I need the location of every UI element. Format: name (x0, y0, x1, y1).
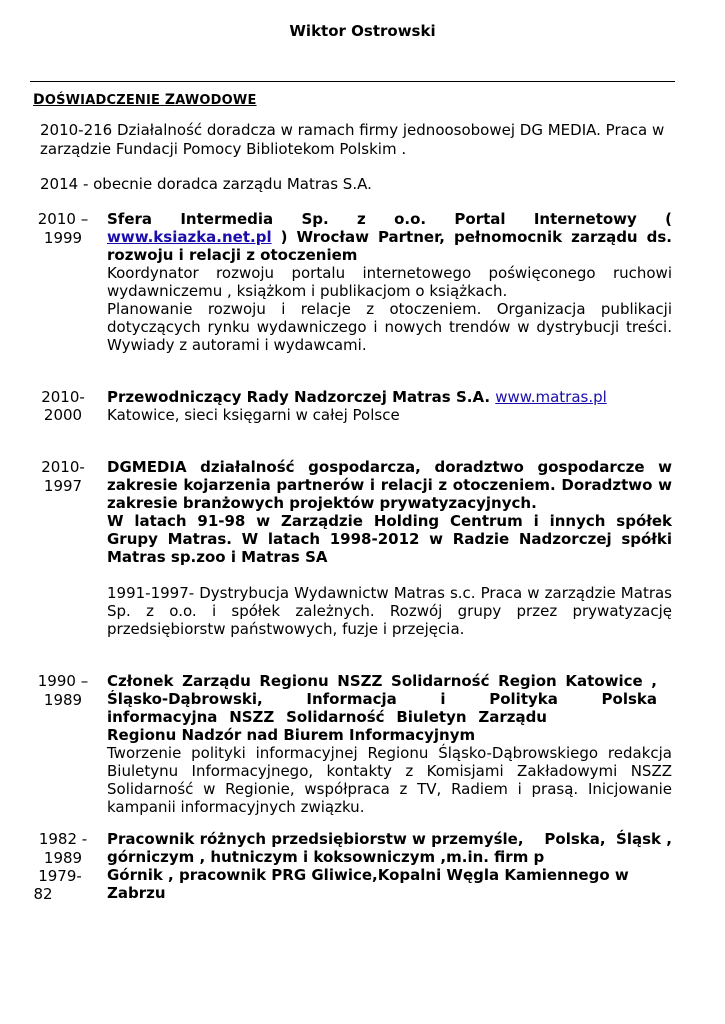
entry-body (107, 388, 672, 424)
entry-date-start: 2010- (41, 388, 85, 406)
entry-title: Sfera Intermedia Sp. z o.o. Portal Internetowy ( www.ksiazka.net.pl ) Wrocław Partner, pełnomocnik zarządu ds. rozwoju i relacji z otoczeniem (107, 210, 672, 264)
entry-date-start: 2010- (41, 458, 85, 476)
entry-description: Koordynator rozwoju portalu internetowego poświęconego ruchowi wydawniczemu , książkom i publikacjom o książkach. (107, 264, 672, 300)
entry-body (107, 458, 672, 638)
entry-date-end: 2000 (43, 406, 83, 424)
entry-title: Pracownik różnych przedsiębiorstw w przemyśle, Polska, Śląsk , górniczym , hutniczym i koksowniczym ,m.in. firm p Górnik , pracownik PRG Gliwice,Kopalni Węgla Kamiennego w Zabrzu (107, 830, 672, 902)
entry-date-start-2: 1979- (38, 867, 82, 885)
document-author-name: Wiktor Ostrowski (289, 22, 436, 40)
entry-date-end: 1989 (43, 691, 83, 709)
entry-date-start: 1990 – (37, 672, 89, 690)
intro-paragraph-2: 2014 - obecnie doradca zarządu Matras S.A. (40, 175, 372, 193)
entry-title: DGMEDIA działalność gospodarcza, doradztwo gospodarcze w zakresie kojarzenia partnerów i relacji z otoczeniem. Doradztwo w zakresie branżowych projektów prywatyzacyjnych. (107, 458, 672, 512)
entry-body (107, 210, 672, 354)
entry-title: Przewodniczący Rady Nadzorczej Matras S.A. www.matras.pl (107, 388, 607, 406)
entry-date-start: 1982 - (38, 830, 88, 848)
company-website-link[interactable]: www.ksiazka.net.pl (107, 228, 272, 246)
entry-date-end: 1999 (43, 229, 83, 247)
entry-date-end: 1989 (43, 849, 83, 867)
entry-description: Planowanie rozwoju i relacje z otoczeniem. Organizacja publikacji dotyczących rynku wydawniczego i nowych trendów w dystrybucji treści. Wywiady z autorami i wydawcami. (107, 300, 672, 354)
entry-date-end: 1997 (43, 477, 83, 495)
entry-description: Katowice, sieci księgarni w całej Polsce (107, 406, 400, 424)
entry-title-continued: W latach 91-98 w Zarządzie Holding Centrum i innych spółek Grupy Matras. W latach 1998-2012 w Radzie Nadzorczej spółki Matras sp.zoo i Matras SA (107, 512, 672, 566)
entry-body (107, 830, 672, 902)
entry-description: Tworzenie polityki informacyjnej Regionu Śląsko-Dąbrowskiego redakcja Biuletynu Informacyjnego, kontakty z Komisjami Zakładowymi NSZZ Solidarność w Regionie, współpraca z TV, Radiem i prasą. Inicjowanie kampanii informacyjnych związku. (107, 744, 672, 816)
entry-title: Członek Zarządu Regionu NSZZ Solidarność Region Katowice , Śląsko-Dąbrowski, Informacja i Polityka Polska informacyjna NSZZ Solidarność Biuletyn Zarządu Regionu Nadzór nad Biurem Informacyjnym (107, 672, 657, 744)
entry-date-start: 2010 – (37, 210, 89, 228)
section-title: DOŚWIADCZENIE ZAWODOWE (33, 92, 257, 108)
entry-date-end-2: 82 (33, 885, 53, 903)
company-website-link[interactable]: www.matras.pl (495, 388, 607, 406)
intro-paragraph-1: 2010-216 Działalność doradcza w ramach firmy jednoosobowej DG MEDIA. Praca w zarządzie Fundacji Pomocy Bibliotekom Polskim . (40, 121, 665, 158)
entry-description: 1991-1997- Dystrybucja Wydawnictw Matras s.c. Praca w zarządzie Matras Sp. z o.o. i spółek zależnych. Rozwój grupy przez prywatyzację przedsiębiorstw państwowych, fuzje i przejęcia. (107, 584, 672, 638)
header-divider (30, 81, 675, 82)
entry-body (107, 672, 672, 816)
